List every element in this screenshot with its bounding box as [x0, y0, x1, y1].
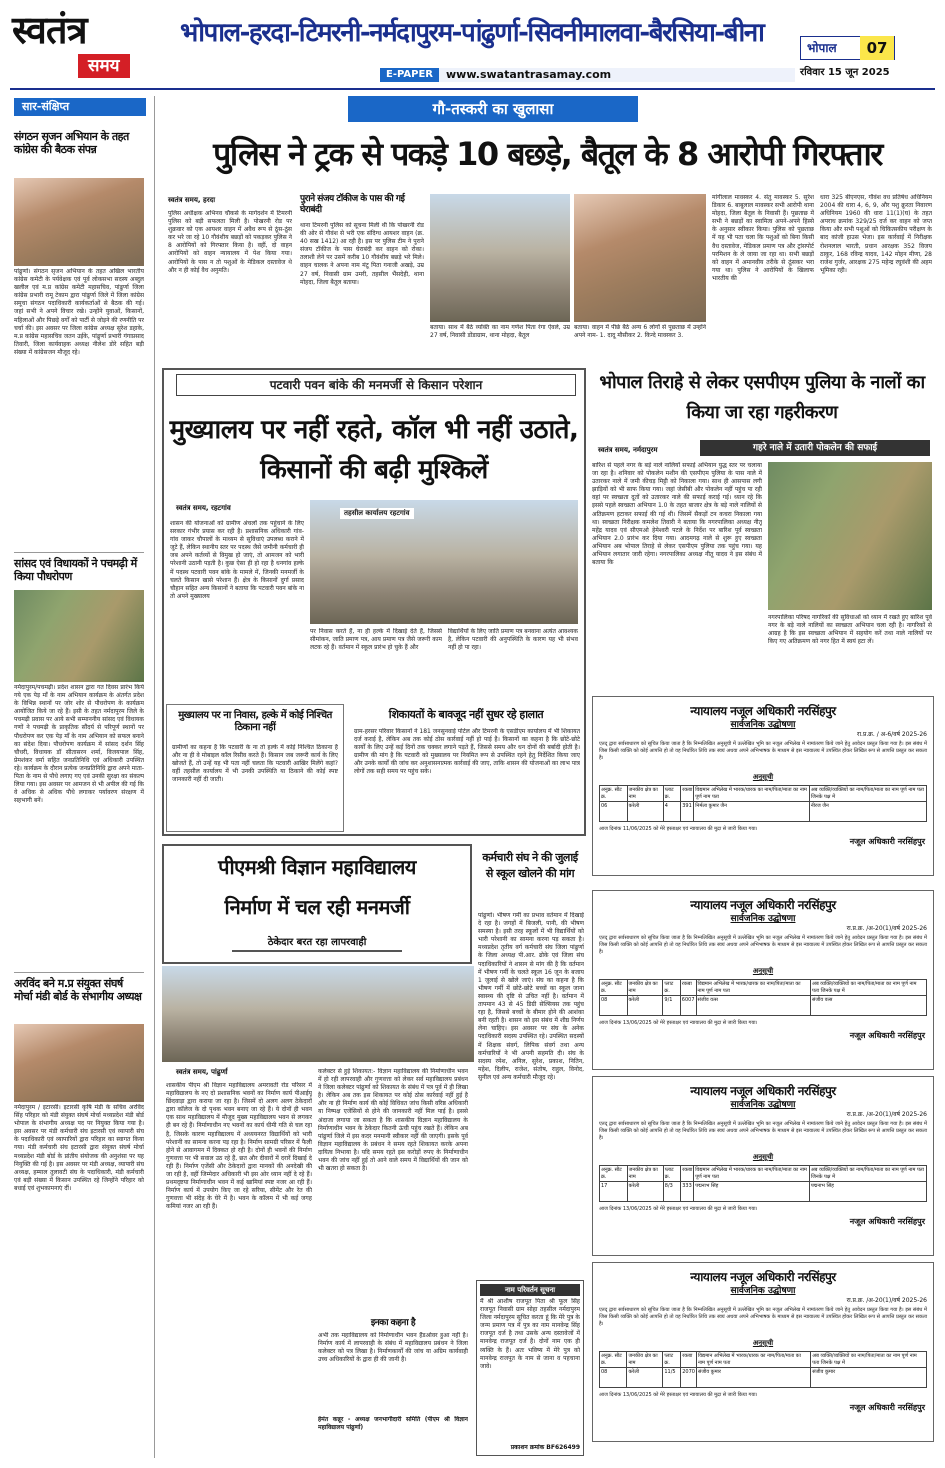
notice-title: न्यायालय नजूल अधिकारी नरसिंहपुर — [690, 1270, 836, 1284]
notice-cell: 11/5 — [663, 1368, 681, 1388]
sidebar-story1-headline: संगठन सृजन अभियान के तहत कांग्रेस की बैठक संपन्न — [14, 130, 129, 157]
notice-cell: 08 — [600, 996, 628, 1016]
nala-story-body: बारिश से पहले नगर के बड़े नाले नालियों सफाई अभियान युद्ध स्तर पर चलाया जा रहा है। शनिवार को पोकलेन मशीन की एसपीएम पुलिया के पास नाले में उतारकर नाले में जमी कीचड़ मिट्टी को निकाला गया। साथ ही आसपास लगी झाड़ियों को भी साफ किया गया। जहां जेसीबी और पोकलेन नहीं पहुंच पा रही वहां पर स्वच्छता दूतों को उतारकर नाले की सफाई कराई गई। ध्यान रहे कि इससे पहले स्वच्छता अभियान 1.0 के तहत बाजार क्षेत्र के बड़े नाले नालियों से अतिक्रमण हटाकर सफाई की गई थी। जिसमें सैकड़ों टन कचरा निकाला गया था। स्वच्छता निरीक्षक कमलेश तिवारी ने बताया कि नगरपालिका अध्यक्ष नीतू महेंद्र यादव एवं सीएमओ हेमेश्वरी पटले के निर्देश पर बारिश पूर्व स्वच्छता अभियान 2.0 प्रारंभ कर दिया गया। आदमगढ़ नाले से शुरू हुए स्वच्छता अभियान अब भोपाल तिराहे से लेकर एसपीएम पुलिया तक पहुंच गया। यह अभियान लगातार जारी रहेगा। नगरपालिका अध्यक्ष नीतू यादव ने इस संबंध में बताया कि — [592, 462, 762, 567]
issue-date: रविवार 15 जून 2025 — [800, 67, 890, 78]
notice-col-header: विद्यमान अभिलेख में भारक/धारक का नाम/पिता/माता का नाम पूर्ण नाम पता — [694, 785, 810, 802]
nala-story-headline: भोपाल तिराहे से लेकर एसपीएम पुलिया के नालों का किया जा रहा गहरीकरण — [599, 372, 925, 423]
notice-cell: संजीव कुमार — [811, 1368, 927, 1388]
notice-cell: 17 — [600, 1182, 628, 1202]
notice-body: एतद् द्वारा सर्वसाधारण को सूचित किया जाता है कि निम्नलिखित अनुसूची में उल्लेखित भूमि का नजूल अभिलेख में नामांतरण किये जाने हेतु आवेदन प्रस्तुत किया गया है। इस संबंध में जिस किसी व्यक्ति को कोई आपत्ति हो तो वह निर्धारित तिथि तक स्वयं अथवा अपने अभिभाषक के माध्यम से इस न्यायालय में उपस्थित होकर लिखित रूप से आपत्ति प्रस्तुत कर सकता है। — [599, 1307, 927, 1327]
notice-schedule: अनुसूची — [752, 1153, 774, 1162]
cow-story-kicker: गौ-तस्करी का खुलासा — [348, 96, 638, 122]
notice-cell: संजीव कुमार — [696, 1368, 810, 1388]
office-signboard: तहसील कार्यालय रहटगांव — [340, 508, 414, 519]
college-body2: कलेक्टर से हुई शिकायत:- विज्ञान महाविद्यालय की निर्माणाधीन भवन में हो रही लापरवाही और गुणवत्ता को लेकर सर्व महाविद्यालय प्रबंधन ने जिला कलेक्टर पांढुर्णा को शिकायत के संबंध में पत्र पूर्व में ही लिखा है। लेकिन अब तक इस शिकायत पर कोई ठोस कार्रवाई नहीं हुई है और ना ही निर्माण कार्य की कोई विधिवत जांच किसी वरिष्ठ अधिकारी या निष्पक्ष एजेंसियों से होने की जानकारी नहीं मिल पाई है। इससे अंदाजा लगाया जा सकता है कि शासकीय विज्ञान महाविद्यालय के निर्माणाधीन भवन के ठेकेदार कितनी ऊंची पहुंच रखते हैं। लेकिन अब पांढुर्णा जिले में इस कदर मनमानी स्वीकार नहीं की जाएगी। इसके पूर्व विज्ञान महाविद्यालय के प्रबंधन ने समय रहते शिकायत करके अपना दायित्व निभाया है। यदि समय रहते इस करोड़ों रुपए के निर्माणाधीन भवन की जांच नहीं हुई तो आने वाले समय में विद्यार्थियों की जान को भी खतरा हो सकता है। — [318, 1068, 468, 1173]
notice-schedule: अनुसूची — [752, 1339, 774, 1348]
notice-col-header: विद्यमान अभिलेख में भारक/धारक का नाम/पिता/माता का नाम पूर्ण नाम पता — [696, 979, 810, 996]
notice-col-header: अब व्यक्ति/व्यक्तियों का नाम/पिता/माता का नाम पूर्ण नाम पता जिनके पक्ष में — [809, 785, 926, 802]
notice-col-header: अब व्यक्ति/व्यक्तियों का नाम/पिता/माता का नाम पूर्ण नाम पता जिनके पक्ष में — [811, 1351, 927, 1368]
logo-top: स्वतंत्र — [12, 7, 87, 52]
cow-story-caption2: बताया। वाहन में पीछे बैठे अन्य 6 लोगों से पूछताछ में उन्होंने अपने नाम- 1. दादू मौसीकर 2. किन्दे मावस्कर 3. — [574, 324, 706, 340]
notice-col-header: अनुक्र. सीट क्र. — [600, 979, 628, 996]
cow-story-body4: धारा 325 बीएनएस, गौवंश वध प्रतिषेध अधिनियम 2004 की धारा 4, 6, 9, और पशु क्रूरता निवारण अधिनियम 1960 की धारा 11(1)(घ) के तहत अपराध क्रमांक 329/25 दर्ज कर वाहन को जप्त किया और सभी पशुओं को चिकित्सकीय परीक्षण के बाद कांजी हाउस भेजा। इस कार्रवाई में निरीक्षक रोशनलाल भारती, प्रधान आरक्षक 352 विजय ठाकुर, 168 रविन्द्र यादव, 142 मोहन मीणा, 28 राजेश गुर्जर, आरक्षक 275 महेन्द्र रघुवंशी की अहम भूमिका रही। — [820, 194, 932, 274]
notice-subtitle: सार्वजनिक उद्घोषणा — [730, 720, 796, 731]
sangh-story-body: पांढुर्णा। भीषण गर्मी का प्रभाव वर्तमान में दिखाई दे रहा है। जगहों में बिजली, पानी, की भीषण समस्या है। इसी तरह स्कूलों में भी विद्यार्थियों को भारी परेशानी का सामना करना पड़ सकता है। मध्यप्रदेश तृतीय वर्ग कर्मचारी संघ जिला पांढुर्णा के जिला अध्यक्ष पी.आर. ढोके एवं जिला संघ पदाधिकारियों ने शासन से मांग की है कि वर्तमान में भीषण गर्मी के चलते स्कूल 16 जून के बजाय 1 जुलाई से खोले जाएं। संघ का कहना है कि भीषण गर्मी में छोटे-छोटे बच्चों का स्कूल जाना स्वास्थ्य की दृष्टि से उचित नहीं है। वर्तमान में तापमान 43 से 45 डिग्री सेल्सियस तक पहुंच रहा है, जिससे बच्चों के बीमार होने की आशंका बनी रहती है। शासन को इस संबंध में शीघ्र निर्णय लेना चाहिए। इस अवसर पर संघ के अनेक पदाधिकारी सदस्य उपस्थित रहे। उपस्थित सदस्यों में शिक्षक संवर्ग, लिपिक संवर्ग तथा अन्य कर्मचारियों ने भी अपनी सहमति दी। संघ के सदस्य रमेश, अनिल, सुरेश, प्रकाश, नितिन, महेश, दिलीप, राजेश, संतोष, राहुल, विनोद, सुनील एवं अन्य कर्मचारी मौजूद रहे। — [478, 912, 584, 1081]
notice-col-header: रकबा — [681, 785, 694, 802]
notice-sign: नजूल अधिकारी नरसिंहपुर — [849, 1403, 925, 1413]
patwari-story-byline: स्वतंत्र समय, रहटगांव — [176, 504, 231, 512]
sidebar-story2-body: नर्मदापुरम/पचमढ़ी। प्रदेश शासन द्वारा गत दिवस प्रारंभ किये गये एक पेड़ माँ के नाम अभियान कार्यक्रम के अंतर्गत प्रदेश के विभिन्न स्थानों पर जोर शोर से पौधरोपण के कार्यक्रम आयोजित किये जा रहे हैं। इसी के तहत नर्मदापुरम जिले के पचमढ़ी प्रवास पर आये सभी सम्माननीय सांसद एवं विधायक गणों ने पचमढ़ी के प्राकृतिक सौंदर्य से परिपूर्ण स्थानों पर पौधरोपण कर एक पेड़ माँ के नाम अभियान को सफल बनाने का संदेश दिया। पौधरोपण कार्यक्रम में सांसद दर्शन सिंह चौधरी, विधायक डॉ सीतासरन शर्मा, विजयपाल सिंह, प्रेमशंकर वर्मा सहित जनप्रतिनिधि एवं अधिकारी उपस्थित रहे। कार्यक्रम के दौरान प्रत्येक जनप्रतिनिधि द्वारा अपने माता-पिता के नाम से पौधे लगाए गए एवं उनकी सुरक्षा का संकल्प लिया गया। इस अवसर पर आमजन से भी अपील की गई कि वे अधिक से अधिक पौधे लगाकर पर्यावरण संरक्षण में सहभागी बनें। — [14, 684, 144, 805]
notice-col-header: प्लाट क्र. — [663, 979, 680, 996]
notice-title: न्यायालय नजूल अधिकारी नरसिंहपुर — [690, 898, 836, 912]
nala-story-tag: गहरे नाले में उतारी पोकलेन की सफाई — [700, 440, 930, 456]
nala-story-body-right: नगरपालिका परिषद नागरिकों की सुविधाओं को ध्यान में रखते हुए बारिश पूर्व नगर के बड़े नाले नालियों का स्वच्छता अभियान चला रही है। नागरिकों से आग्रह है कि इस स्वच्छता अभियान में सहयोग करें तथा नाले नालियों पर किए गए अतिक्रमण को नगर हित में स्वयं हटा लें। — [768, 614, 932, 646]
sidebar-story2-headline: सांसद एवं विधायकों ने पचमढ़ी में किया पौधरोपण — [14, 552, 144, 583]
notice-ref: रा.प्र.क्र. /अ-20(1)/वर्ष 2025-26 — [846, 925, 927, 933]
notice-cell: 4 — [663, 802, 680, 822]
sidebar-story3-headline: अरविंद बने म.प्र संयुक्त संघर्ष मोर्चा मंडी बोर्ड के संभागीय अध्यक्ष — [14, 972, 144, 1003]
table-row — [600, 1165, 927, 1182]
notice-cell: 333 — [681, 1182, 694, 1202]
legal-notice — [592, 696, 934, 876]
notice-subtitle: सार्वजनिक उद्घोषणा — [730, 914, 796, 925]
masthead-logo — [12, 7, 157, 82]
notice-ref: रा.प्र.क्र. /अ-20(1)/वर्ष 2025-26 — [846, 1297, 927, 1305]
patwari-story-photo — [310, 500, 578, 624]
notice-col-header: जनकीय क्षेत्र का नाम — [627, 785, 663, 802]
table-row — [600, 802, 927, 822]
notice-table — [599, 979, 927, 1017]
notice-cell: नीरज जैन — [809, 802, 926, 822]
legal-notice — [592, 1076, 934, 1256]
page-number: 07 — [860, 36, 894, 60]
notice-col-header: रकबा — [680, 979, 696, 996]
notice-col-header: जनकीय क्षेत्र का नाम — [627, 1165, 663, 1182]
notice-col-header: जनकीय क्षेत्र का नाम — [627, 979, 663, 996]
notice-body: एतद् द्वारा सर्वसाधारण को सूचित किया जाता है कि निम्नलिखित अनुसूची में उल्लेखित भूमि का नजूल अभिलेख में नामांतरण किये जाने हेतु आवेदन प्रस्तुत किया गया है। इस संबंध में जिस किसी व्यक्ति को कोई आपत्ति हो तो वह निर्धारित तिथि तक स्वयं अथवा अपने अभिभाषक के माध्यम से इस न्यायालय में उपस्थित होकर लिखित रूप से आपत्ति प्रस्तुत कर सकता है। — [599, 741, 927, 761]
sangh-story-headline: कर्मचारी संघ ने की जुलाई से स्कूल खोलने की मांग — [482, 851, 578, 880]
cow-story-body2: थाना टिमरनी पुलिस को सूचना मिली थी कि पोखरनी रोड की ओर से गौवंश से भरी एक संदिग्ध आयशर वाहन (क्र. 40 सख 1412) आ रही है। इस पर पुलिस टीम ने पुराने संजय टॉकीज के पास घेराबंदी कर वाहन को रोका। तलाशी लेने पर उसमें करीब 10 गौवंशीय बछड़े भरे मिले। वाहन चालक ने अपना नाम मंटू पिता गनाजी अखड़े, उम्र 27 वर्ष, निवासी ग्राम उमरी, तहसील भैंसदेही, थाना मोहदा, जिला बैतूल बताया। — [300, 222, 424, 286]
table-row — [600, 996, 927, 1016]
notice-col-header: अनुक्र. सीट क्र. — [600, 1165, 628, 1182]
notice-cell: पद्मनाभ सिंह — [694, 1182, 810, 1202]
notice-title: न्यायालय नजूल अधिकारी नरसिंहपुर — [690, 704, 836, 718]
notice-cell: 06 — [600, 802, 628, 822]
notice-cell: करेली — [627, 802, 663, 822]
notice-col-header: रकबा — [681, 1165, 694, 1182]
notice-cell: करेली — [627, 1368, 663, 1388]
notice-col-header: विद्यमान अभिलेख में भारक/धारक का नाम/पिता/माता का नाम पूर्ण नाम पता — [694, 1165, 810, 1182]
logo-bottom: समय — [78, 54, 130, 78]
college-headline-1: पीएमश्री विज्ञान महाविद्यालय — [218, 855, 416, 879]
notice-cell: 2070 — [681, 1368, 697, 1388]
notice-sign: नजूल अधिकारी नरसिंहपुर — [849, 837, 925, 847]
table-row — [600, 1182, 927, 1202]
cow-story-body3: मांगीलाल मावस्कर 4. संतु मावस्कर 5. सुरेश डिकार 6. बाबूलाल मावस्कर सभी आरोपी थाना मोहदा, जिला बैतूल के निवासी हैं। पूछताछ में सभी ने बछड़ों का स्वामित्व अपने-अपने हिस्से के अनुसार स्वीकार किया। पुलिस को पूछताछ में यह भी पता चला कि पशुओं को बिना किसी वैध दस्तावेज, मेडिकल प्रमाण पत्र और ट्रांसपोर्ट परमिशन के ले जाया जा रहा था। सभी बछड़ों को वाहन में अमानवीय तरीके से ठूंसकर भरा गया था। पुलिस ने आरोपियों के खिलाफ भारतीय की — [712, 194, 814, 282]
patwari-story-body1: शासन की योजनाओं को ग्रामीण अंचलों तक पहुंचाने के लिए सरकार गंभीर प्रयास कर रही है। प्रशासनिक अधिकारी गांव-गांव जाकर चौपालों के माध्यम से सुविधाएं उपलब्ध कराने में जुटे हैं, लेकिन स्थानीय स्तर पर पदस्थ जैसे जमीनी कर्मचारी ही जब अपने कर्तव्यों से विमुख हो जाएं, तो आमजन को भारी परेशानी उठानी पड़ती है। कुछ ऐसा ही हो रहा है धनगांव हल्के में पदस्थ पटवारी पवन बांके के मामले में, जिनकी मनमर्जी के चलते किसान खासे परेशान हैं। क्षेत्र के किसानों दुर्गा प्रसाद चौहान सहित अन्य किसानों ने बताया कि पटवारी पवन बांके ना तो अपने मुख्यालय — [170, 520, 304, 600]
notice-body: एतद् द्वारा सर्वसाधारण को सूचित किया जाता है कि निम्नलिखित अनुसूची में उल्लेखित भूमि का नजूल अभिलेख में नामांतरण किये जाने हेतु आवेदन प्रस्तुत किया गया है। इस संबंध में जिस किसी व्यक्ति को कोई आपत्ति हो तो वह निर्धारित तिथि तक स्वयं अथवा अपने अभिभाषक के माध्यम से इस न्यायालय में उपस्थित होकर लिखित रूप से आपत्ति प्रस्तुत कर सकता है। — [599, 935, 927, 955]
name-change-code: प्रकाशन क्रमांक BF626499 — [510, 1444, 580, 1451]
name-change-title: नाम परिवर्तन सूचना — [480, 1284, 580, 1296]
notice-cell: करेली — [627, 1182, 663, 1202]
patwari-story-headline: मुख्यालय पर नहीं रहते, कॉल भी नहीं उठाते, किसानों की बढ़ी मुश्किलें — [169, 415, 579, 485]
legal-notice — [592, 890, 934, 1070]
notice-foot: आज दिनांक 13/06/2025 को मेरे हस्ताक्षर एवं न्यायालय की मुद्रा से जारी किया गया। — [599, 1206, 758, 1213]
masthead-rule — [10, 88, 935, 90]
college-tag: ठेकेदार बरत रहा लापरवाही — [232, 934, 402, 952]
table-row — [600, 1368, 927, 1388]
notice-body: एतद् द्वारा सर्वसाधारण को सूचित किया जाता है कि निम्नलिखित अनुसूची में उल्लेखित भूमि का नजूल अभिलेख में नामांतरण किये जाने हेतु आवेदन प्रस्तुत किया गया है। इस संबंध में जिस किसी व्यक्ति को कोई आपत्ति हो तो वह निर्धारित तिथि तक स्वयं अथवा अपने अभिभाषक के माध्यम से इस न्यायालय में उपस्थित होकर लिखित रूप से आपत्ति प्रस्तुत कर सकता है। — [599, 1121, 927, 1141]
notice-col-header: जनकीय क्षेत्र का नाम — [627, 1351, 663, 1368]
notice-table — [599, 1165, 927, 1203]
notice-sign: नजूल अधिकारी नरसिंहपुर — [849, 1217, 925, 1227]
notice-cell: संजीव वत्स — [811, 996, 927, 1016]
cow-story-photo2 — [574, 194, 706, 322]
notice-schedule: अनुसूची — [752, 773, 774, 782]
sidebar-story3-photo — [14, 1024, 144, 1102]
cow-story-byline: स्वतंत्र समय, हरदा — [168, 196, 216, 204]
notice-cell: संजीव वत्स — [696, 996, 810, 1016]
patwari-sub1-headline: मुख्यालय पर ना निवास, हल्के में कोई निश्चित ठिकाना नहीं — [178, 710, 332, 733]
notice-schedule: अनुसूची — [752, 967, 774, 976]
epaper-label: E-PAPER — [380, 68, 439, 82]
notice-col-header: प्लाट क्र. — [663, 785, 680, 802]
patwari-sub2-headline: शिकायतों के बावजूद नहीं सुधर रहे हालात — [388, 708, 544, 721]
notice-cell: 6007 — [680, 996, 696, 1016]
college-byline: स्वतंत्र समय, पांढुर्णा — [176, 1068, 228, 1076]
notice-table — [599, 1351, 927, 1389]
sidebar-title: सार-संक्षिप्त — [14, 98, 146, 116]
table-row — [600, 979, 927, 996]
notice-col-header: प्लाट क्र. — [663, 1165, 680, 1182]
table-row — [600, 785, 927, 802]
notice-cell: पद्मनाभ सिंह — [809, 1182, 926, 1202]
name-change-body: मैं श्री आशीष राजपूत पिता श्री फूल सिंह राजपूत निवासी ग्राम सोहा तहसील नर्मदापुरम जिला नर्मदापुरम सूचित करता हूं कि मेरे पुत्र के जन्म प्रमाण पत्र में पुत्र का नाम मानवेन्द्र सिंह राजपूत दर्ज है तथा उसके अन्य दस्तावेजों में मानवेन्द्र राजपूत दर्ज है। दोनों नाम एक ही व्यक्ति के हैं। अतः भविष्य में मेरे पुत्र को मानवेन्द्र राजपूत के नाम से जाना व पहचाना जावे। — [480, 1298, 580, 1370]
college-quote-head: इनका कहना है — [370, 1318, 416, 1328]
cow-story-photo1 — [430, 194, 570, 322]
sidebar-story2-photo — [14, 590, 144, 682]
notice-ref: रा.प्र.क्र. / अ-6/वर्ष 2025-26 — [857, 731, 927, 739]
college-body1: शासकीय पीएम श्री विज्ञान महाविद्यालय अमरावती रोड परिसर में महाविद्यालय के नए दो प्रशासनिक भवनों का निर्माण कार्य पीआईयू छिंदवाड़ा द्वारा कराया जा रहा है। जिसमें दो अलग अलग ठेकेदारों द्वारा कॉलेज के दो पृथक भवन बनाए जा रहे हैं। ये दोनों ही भवन एक साथ महाविद्यालय में मौजूद मुख्य महाविद्यालय भवन से लगकर ही बन रहे हैं। निर्माणाधीन नए भवनों का कार्य धीमी गति से चल रहा है, जिसके कारण महाविद्यालय में अध्ययनरत विद्यार्थियों को भारी परेशानी का सामना करना पड़ रहा है। निर्माण सामग्री परिसर में फैली होने से आवागमन में दिक्कत हो रही है। दोनों ही भवनों की निर्माण गुणवत्ता पर भी सवाल उठ रहे हैं, छत और दीवारों में दरारें दिखाई दे रही हैं। निर्माण एजेंसी और ठेकेदारों द्वारा मानकों की अनदेखी की जा रही है, वहीं जिम्मेदार अधिकारी भी इस ओर ध्यान नहीं दे रहे हैं। प्रथमदृष्टया निर्माणाधीन भवन में कई खामियां स्पष्ट नजर आ रही हैं। निर्माण कार्य में उपयोग किए जा रहे सरिया, सीमेंट और रेत की गुणवत्ता भी संदेह के घेरे में है। भवन के कॉलम में भी कई जगह कमियां नजर आ रही हैं। — [166, 1082, 312, 1211]
patwari-sub2-body: ग्राम-हरसर परिवार किसानों ने 181 जनसुनवाई पोर्टल और टिमरनी के एसडीएम कार्यालय में भी शिकायत दर्ज कराई है, लेकिन अब तक कोई ठोस कार्रवाई नहीं हो पाई है। किसानों का कहना है कि छोटे-छोटे कार्यों के लिए उन्हें कई दिनों तक चक्कर लगाने पड़ते हैं, जिससे समय और धन दोनों की बर्बादी होती है। ग्रामीण की मांग है कि पटवारी को मुख्यालय पर नियमित रूप से उपस्थित रहने हेतु निर्देशित किया जाए और उनके कार्यों की जांच कर अनुशासनात्मक कार्रवाई की जाए, ताकि शासन की योजनाओं का लाभ पात्र लोगों तक सही समय पर पहुंच सके। — [354, 728, 580, 776]
college-quote-body: अभी तक महाविद्यालय को निर्माणाधीन भवन हैंडओवर हुआ नहीं है। निर्माण कार्य में लापरवाही के संबंध में महाविद्यालय प्रबंधन ने जिला कलेक्टर को पत्र लिखा है। निर्माणकार्यों की जांच या अग्रिम कार्यवाही उच्च अधिकारियों के द्वारा ही की जानी है। — [318, 1332, 468, 1364]
notice-cell: 9/1 — [663, 996, 680, 1016]
notice-col-header: अनुक्र. सीट क्र. — [600, 785, 628, 802]
notice-col-header: अब व्यक्ति/व्यक्तियों का नाम/पिता/माता का नाम पूर्ण नाम पता जिनके पक्ष में — [811, 979, 927, 996]
edition-label: भोपाल — [800, 36, 895, 60]
notice-cell: करेली — [627, 996, 663, 1016]
notice-foot: आज दिनांक 13/06/2025 को मेरे हस्ताक्षर एवं न्यायालय की मुद्रा से जारी किया गया। — [599, 1020, 758, 1027]
notice-col-header: विद्यमान अभिलेख में भारक/धारक का नाम/पिता/माता का नाम पूर्ण नाम पता — [696, 1351, 810, 1368]
notice-ref: रा.प्र.क्र. /अ-20(1)/वर्ष 2025-26 — [846, 1111, 927, 1119]
notice-cell: निर्मला कुमार जैन — [694, 802, 810, 822]
notice-subtitle: सार्वजनिक उद्घोषणा — [730, 1100, 796, 1111]
college-photo — [162, 966, 474, 1062]
notice-col-header: रकबा — [681, 1351, 697, 1368]
table-row — [600, 1351, 927, 1368]
notice-col-header: अब व्यक्ति/व्यक्तियों का नाम/पिता/माता का नाम पूर्ण नाम पता जिनके पक्ष में — [809, 1165, 926, 1182]
patwari-story-body3: विद्यार्थियों के लिए जाति प्रमाण पत्र बनवाना अत्यंत आवश्यक है, लेकिन पटवारी की अनुपस्थिति के कारण यह भी संभव नहीं हो पा रहा। — [448, 628, 578, 652]
cow-story-body1: पुलिस अधीक्षक अभिनव चौकसे के मार्गदर्शन में टिमरनी पुलिस को बड़ी सफलता मिली है। पोखरनी रोड पर शुक्रवार को एक आयशर वाहन में अवैध रूप से ठूंस-ठूंस कर भरे जा रहे 10 गौवंशीय बछड़ों को पकड़कर पुलिस ने 8 आरोपियों को गिरफ्तार किया है। वहीं, दो वाहन आरोपियों को वाहन न्यायालय में पेश किया गया। आरोपियों के पास न तो पशुओं के मेडिकल दस्तावेज थे और न ही कोई वैध अनुमति। — [168, 210, 292, 274]
notice-foot: आज दिनांक 13/06/2025 को मेरे हस्ताक्षर एवं न्यायालय की मुद्रा से जारी किया गया। — [599, 1392, 758, 1399]
sidebar-story1-photo — [14, 178, 144, 266]
notice-foot: आज दिनांक 11/06/2025 को मेरे हस्ताक्षर एवं न्यायालय की मुद्रा से जारी किया गया। — [599, 826, 758, 833]
sidebar-story1-body: पांढुर्णा। संगठन सृजन अभियान के तहत अखिल भारतीय कांग्रेस कमेटी के पर्यवेक्षक एवं पूर्व लोकसभा सदस्य अब्दुल खलील एवं म.प्र कांग्रेस कमेटी महासचिव, पांढुर्णा जिला कांग्रेस प्रभारी रामू टेकाम द्वारा पांढुर्णा जिले में जिला कांग्रेस समूचा संगठन पदाधिकारी कार्यकर्ताओं से बैठक की गई। जहां सभी ने अपने विचार रखे। उन्होंने युवाओं, किसानों, महिलाओं और पिछड़े वर्गों को पार्टी से जोड़ने की रणनीति पर चर्चा की। इस अवसर पर जिला कांग्रेस अध्यक्ष सुरेश डहाके, म.प्र कांग्रेस महासचिव जतन उईके, पांढुर्णा प्रभारी गंगाप्रसाद तिवारी, जिला कार्यवाहक अध्यक्ष नीलेश डोरे सहित बड़ी संख्या में कांग्रेसजन मौजूद रहे। — [14, 268, 144, 356]
patwari-story-kicker: पटवारी पवन बांके की मनमर्जी से किसान परेशान — [176, 374, 576, 396]
nala-story-byline: स्वतंत्र समय, नर्मदापुरम — [598, 446, 658, 454]
cow-story-caption1: बताया। साथ में बैठे व्यक्ति का नाम गणेश पिता रंगा ऐवले, उम्र 27 वर्ष, निवासी डोंडाग्राम, थाना मोहदा, बैतूल — [430, 324, 570, 340]
college-headline-2: निर्माण में चल रही मनमर्जी — [224, 895, 410, 919]
patwari-sub1-body: ग्रामीणों का कहना है कि पटवारी के ना तो हल्के में कोई निश्चित ठिकाना है और ना ही वे मोबाइल कॉल रिसीव करते हैं। किसान जब जरूरी कार्य के लिए खोजते हैं, तो उन्हें यह भी पता नहीं चलता कि पटवारी आखिर मिलेंगे कहां? वहीं तहसील कार्यालय में भी उनकी उपस्थिति या ठिकाने की कोई स्पष्ट जानकारी नहीं दी जाती। — [172, 744, 338, 784]
notice-title: न्यायालय नजूल अधिकारी नरसिंहपुर — [690, 1084, 836, 1098]
college-quote-sign: हेमंत कन्नूर - अध्यक्ष जनभागीदारी समिति (पीएम श्री विज्ञान महाविद्यालय पांढुर्णा) — [318, 1416, 468, 1432]
nala-story-photo — [768, 462, 932, 610]
notice-col-header: प्लाट क्र. — [663, 1351, 681, 1368]
notice-table — [599, 785, 927, 823]
notice-col-header: अनुक्र. सीट क्र. — [600, 1351, 627, 1368]
legal-notice — [592, 1262, 934, 1442]
cow-story-headline: पुलिस ने ट्रक से पकड़े 10 बछड़े, बैतूल के 8 आरोपी गिरफ्तार — [213, 135, 882, 173]
masthead-cities: भोपाल-हरदा-टिमरनी-नर्मदापुरम-पांढुर्णा-सिवनीमालवा-बैरसिया-बीना — [180, 18, 764, 48]
notice-sign: नजूल अधिकारी नरसिंहपुर — [849, 1031, 925, 1041]
cow-story-subhead: पुराने संजय टॉकीज के पास की गई घेराबंदी — [300, 194, 405, 215]
sidebar-story3-body: नर्मदापुरम / इटारसी। इटारसी कृषि मंडी के सचिव अरविंद सिंह परिहार को मंडी संयुक्त संघर्ष मोर्चा मध्यप्रदेश मंडी बोर्ड भोपाल के संभागीय अध्यक्ष पद पर नियुक्त किया गया है। इस अवसर पर मंडी कर्मचारी संघ इटारसी एवं व्यापारी संघ के पदाधिकारी एवं व्यापारियों द्वारा परिहार का स्वागत किया गया। मंडी कर्मचारी संघ इटारसी द्वारा संयुक्त संघर्ष मोर्चा मध्यप्रदेश मंडी बोर्ड के प्रांतीय संयोजक की अनुशंसा पर यह नियुक्ति की गई है। इस अवसर पर मंडी अध्यक्ष, व्यापारी संघ अध्यक्ष, हम्माल तुलावटी संघ के पदाधिकारी, मंडी कर्मचारी एवं बड़ी संख्या में किसान उपस्थित रहे जिन्होंने परिहार को बधाई एवं शुभकामनाएं दीं। — [14, 1104, 144, 1192]
notice-cell: 8/3 — [663, 1182, 680, 1202]
notice-cell: 391 — [681, 802, 694, 822]
notice-subtitle: सार्वजनिक उद्घोषणा — [730, 1286, 796, 1297]
site-url[interactable]: www.swatantrasamay.com — [446, 68, 612, 81]
notice-cell: 08 — [600, 1368, 627, 1388]
patwari-story-body2: पर निवास करते हैं, ना ही हल्के में दिखाई देते हैं, जिससे सीमांकन, जाति प्रमाण पत्र, आय प्रमाण पत्र जैसे जरूरी काम लटक रहे हैं। वर्तमान में स्कूल प्रारंभ हो चुके हैं और — [310, 628, 442, 652]
